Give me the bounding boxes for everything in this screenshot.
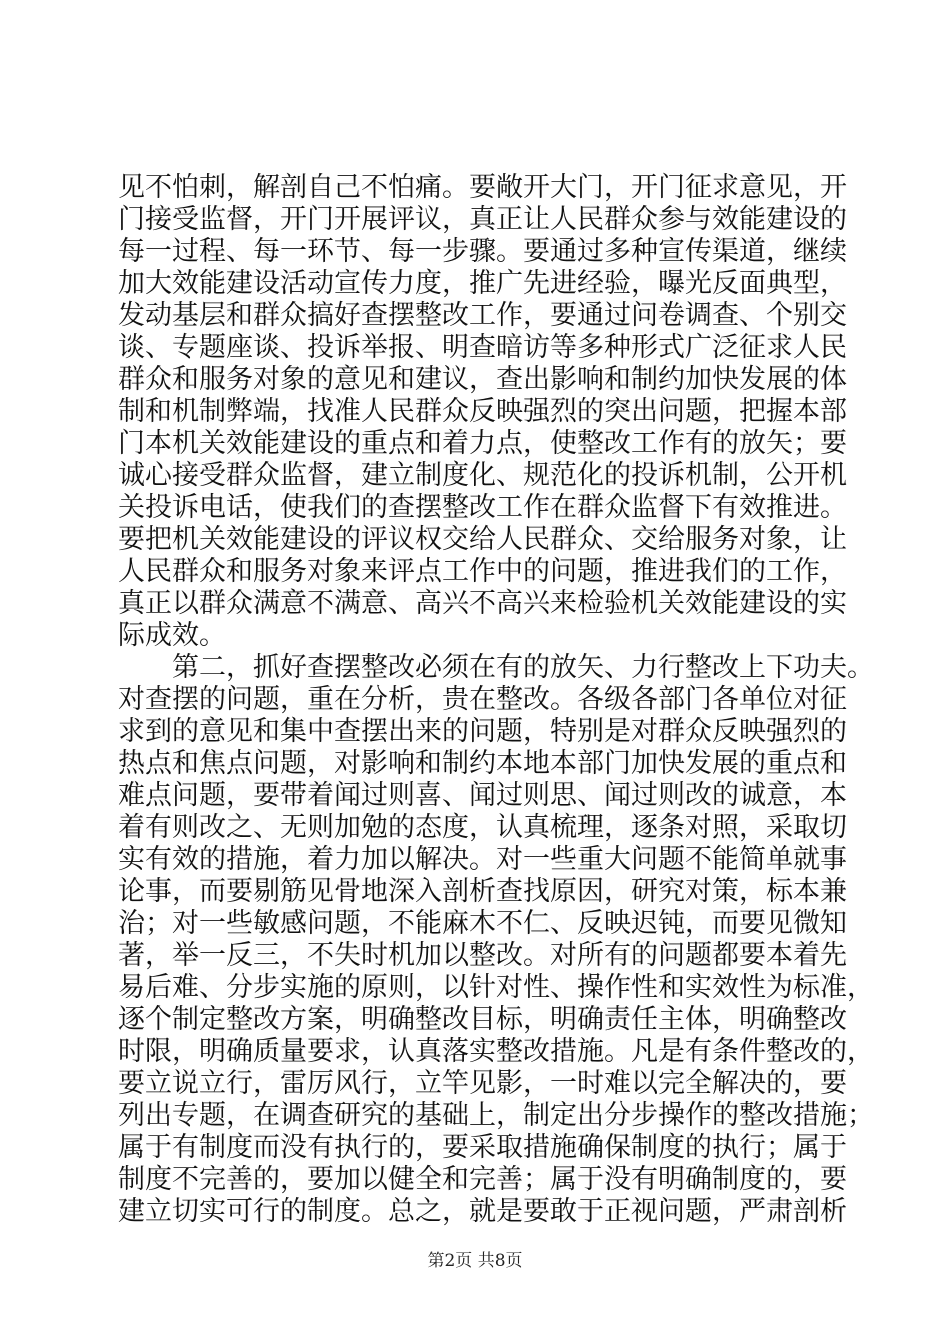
text-line: 要把机关效能建设的评议权交给人民群众、交给服务对象，让 xyxy=(118,524,847,555)
text-line: 制和机制弊端，找准人民群众反映强烈的突出问题，把握本部 xyxy=(118,396,847,427)
text-line: 列出专题，在调查研究的基础上，制定出分步操作的整改措施； xyxy=(118,1100,874,1131)
text-line: 真正以群众满意不满意、高兴不高兴来检验机关效能建设的实 xyxy=(118,588,847,619)
text-line: 关投诉电话，使我们的查摆整改工作在群众监督下有效推进。 xyxy=(118,492,847,523)
text-line: 热点和焦点问题，对影响和制约本地本部门加快发展的重点和 xyxy=(118,748,847,779)
text-line: 发动基层和群众搞好查摆整改工作，要通过问卷调查、个别交 xyxy=(118,300,847,331)
text-line: 门本机关效能建设的重点和着力点，使整改工作有的放矢；要 xyxy=(118,428,847,459)
text-line: 第二，抓好查摆整改必须在有的放矢、力行整改上下功夫。 xyxy=(118,652,874,683)
text-line: 谈、专题座谈、投诉举报、明查暗访等多种形式广泛征求人民 xyxy=(118,332,847,363)
text-line: 群众和服务对象的意见和建议，查出影响和制约加快发展的体 xyxy=(118,364,847,395)
text-line: 对查摆的问题，重在分析，贵在整改。各级各部门各单位对征 xyxy=(118,684,847,715)
text-line: 每一过程、每一环节、每一步骤。要通过多种宣传渠道，继续 xyxy=(118,236,847,267)
text-line: 建立切实可行的制度。总之，就是要敢于正视问题，严肃剖析 xyxy=(118,1196,847,1227)
page-footer: 第2页 共8页 xyxy=(427,1251,523,1271)
text-line: 易后难、分步实施的原则，以针对性、操作性和实效性为标准， xyxy=(118,972,874,1003)
text-line: 逐个制定整改方案，明确整改目标，明确责任主体，明确整改 xyxy=(118,1004,847,1035)
text-line: 时限，明确质量要求，认真落实整改措施。凡是有条件整改的， xyxy=(118,1036,874,1067)
text-line: 诚心接受群众监督，建立制度化、规范化的投诉机制，公开机 xyxy=(118,460,847,491)
text-line: 治；对一些敏感问题，不能麻木不仁、反映迟钝，而要见微知 xyxy=(118,908,847,939)
text-line: 见不怕刺，解剖自己不怕痛。要敞开大门，开门征求意见，开 xyxy=(118,172,847,203)
text-line: 门接受监督，开门开展评议，真正让人民群众参与效能建设的 xyxy=(118,204,847,235)
text-line: 属于有制度而没有执行的，要采取措施确保制度的执行；属于 xyxy=(118,1132,847,1163)
text-line: 人民群众和服务对象来评点工作中的问题，推进我们的工作， xyxy=(118,556,847,587)
text-line: 着有则改之、无则加勉的态度，认真梳理，逐条对照，采取切 xyxy=(118,812,847,843)
text-line: 加大效能建设活动宣传力度，推广先进经验，曝光反面典型， xyxy=(118,268,847,299)
text-line: 制度不完善的，要加以健全和完善；属于没有明确制度的，要 xyxy=(118,1164,847,1195)
body-text xyxy=(118,172,874,1228)
text-line: 要立说立行，雷厉风行，立竿见影，一时难以完全解决的，要 xyxy=(118,1068,847,1099)
text-line: 论事，而要剔筋见骨地深入剖析查找原因，研究对策，标本兼 xyxy=(118,876,847,907)
text-line: 难点问题，要带着闻过则喜、闻过则思、闻过则改的诚意，本 xyxy=(118,780,847,811)
text-line: 著，举一反三，不失时机加以整改。对所有的问题都要本着先 xyxy=(118,940,847,971)
text-line: 实有效的措施，着力加以解决。对一些重大问题不能简单就事 xyxy=(118,844,847,875)
text-line: 际成效。 xyxy=(118,620,226,651)
text-line: 求到的意见和集中查摆出来的问题，特别是对群众反映强烈的 xyxy=(118,716,847,747)
